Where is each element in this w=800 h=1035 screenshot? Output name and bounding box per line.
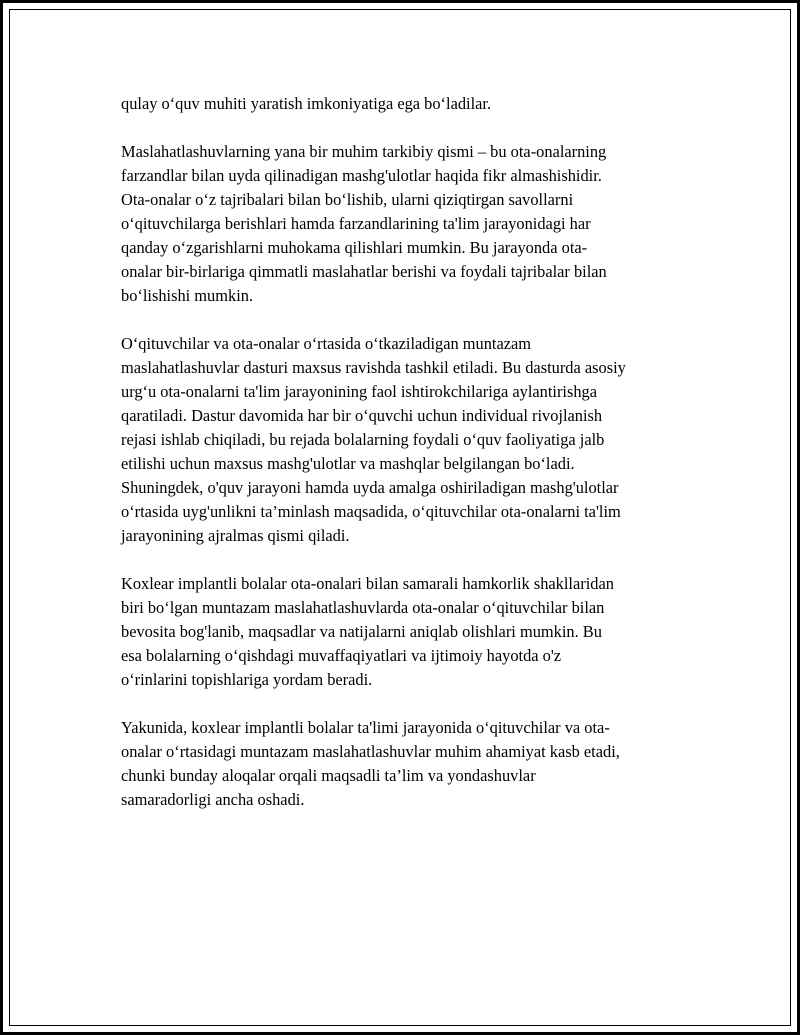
text-line: Maslahatlashuvlarning yana bir muhim tarkibiy qismi – bu ota-onalarning [121, 142, 607, 161]
paragraph-4 [121, 572, 691, 692]
text-line: qanday o‘zgarishlarni muhokama qilishlari mumkin. Bu jarayonda ota- [121, 238, 588, 257]
text-line: bevosita bog'lanib, maqsadlar va natijalarni aniqlab olishlari mumkin. Bu [121, 622, 602, 641]
paragraph-1 [121, 92, 691, 116]
text-line: onalar bir-birlariga qimmatli maslahatlar berishi va foydali tajribalar bilan [121, 262, 607, 281]
paragraph-3 [121, 332, 691, 548]
text-line: o‘rinlarini topishlariga yordam beradi. [121, 670, 373, 689]
text-line: esa bolalarning o‘qishdagi muvaffaqiyatlari va ijtimoiy hayotda o'z [121, 646, 562, 665]
text-line: chunki bunday aloqalar orqali maqsadli ta’lim va yondashuvlar [121, 766, 536, 785]
text-line: Ota-onalar o‘z tajribalari bilan bo‘lishib, ularni qiziqtirgan savollarni [121, 190, 574, 209]
text-line: qaratiladi. Dastur davomida har bir o‘quvchi uchun individual rivojlanish [121, 406, 603, 425]
text-line: urg‘u ota-onalarni ta'lim jarayonining faol ishtirokchilariga aylantirishga [121, 382, 598, 401]
text-line: onalar o‘rtasidagi muntazam maslahatlashuvlar muhim ahamiyat kasb etadi, [121, 742, 620, 761]
text-line: qulay o‘quv muhiti yaratish imkoniyatiga ega bo‘ladilar. [121, 94, 492, 113]
text-line: samaradorligi ancha oshadi. [121, 790, 305, 809]
text-body [121, 92, 691, 836]
text-line: etilishi uchun maxsus mashg'ulotlar va mashqlar belgilangan bo‘ladi. [121, 454, 575, 473]
text-line: maslahatlashuvlar dasturi maxsus ravishda tashkil etiladi. Bu dasturda asosiy [121, 358, 626, 377]
text-line: farzandlar bilan uyda qilinadigan mashg'ulotlar haqida fikr almashishidir. [121, 166, 602, 185]
text-line: biri bo‘lgan muntazam maslahatlashuvlarda ota-onalar o‘qituvchilar bilan [121, 598, 605, 617]
text-line: bo‘lishishi mumkin. [121, 286, 254, 305]
text-line: jarayonining ajralmas qismi qiladi. [121, 526, 350, 545]
text-line: Yakunida, koxlear implantli bolalar ta'limi jarayonida o‘qituvchilar va ota- [121, 718, 610, 737]
paragraph-2 [121, 140, 691, 308]
text-line: o‘qituvchilarga berishlari hamda farzandlarining ta'lim jarayonidagi har [121, 214, 591, 233]
text-line: rejasi ishlab chiqiladi, bu rejada bolalarning foydali o‘quv faoliyatiga jalb [121, 430, 605, 449]
paragraph-5 [121, 716, 691, 812]
text-line: O‘qituvchilar va ota-onalar o‘rtasida o‘tkaziladigan muntazam [121, 334, 532, 353]
text-line: o‘rtasida uyg'unlikni ta’minlash maqsadida, o‘qituvchilar ota-onalarni ta'lim [121, 502, 621, 521]
text-line: Shuningdek, o'quv jarayoni hamda uyda amalga oshiriladigan mashg'ulotlar [121, 478, 619, 497]
text-line: Koxlear implantli bolalar ota-onalari bilan samarali hamkorlik shakllaridan [121, 574, 614, 593]
